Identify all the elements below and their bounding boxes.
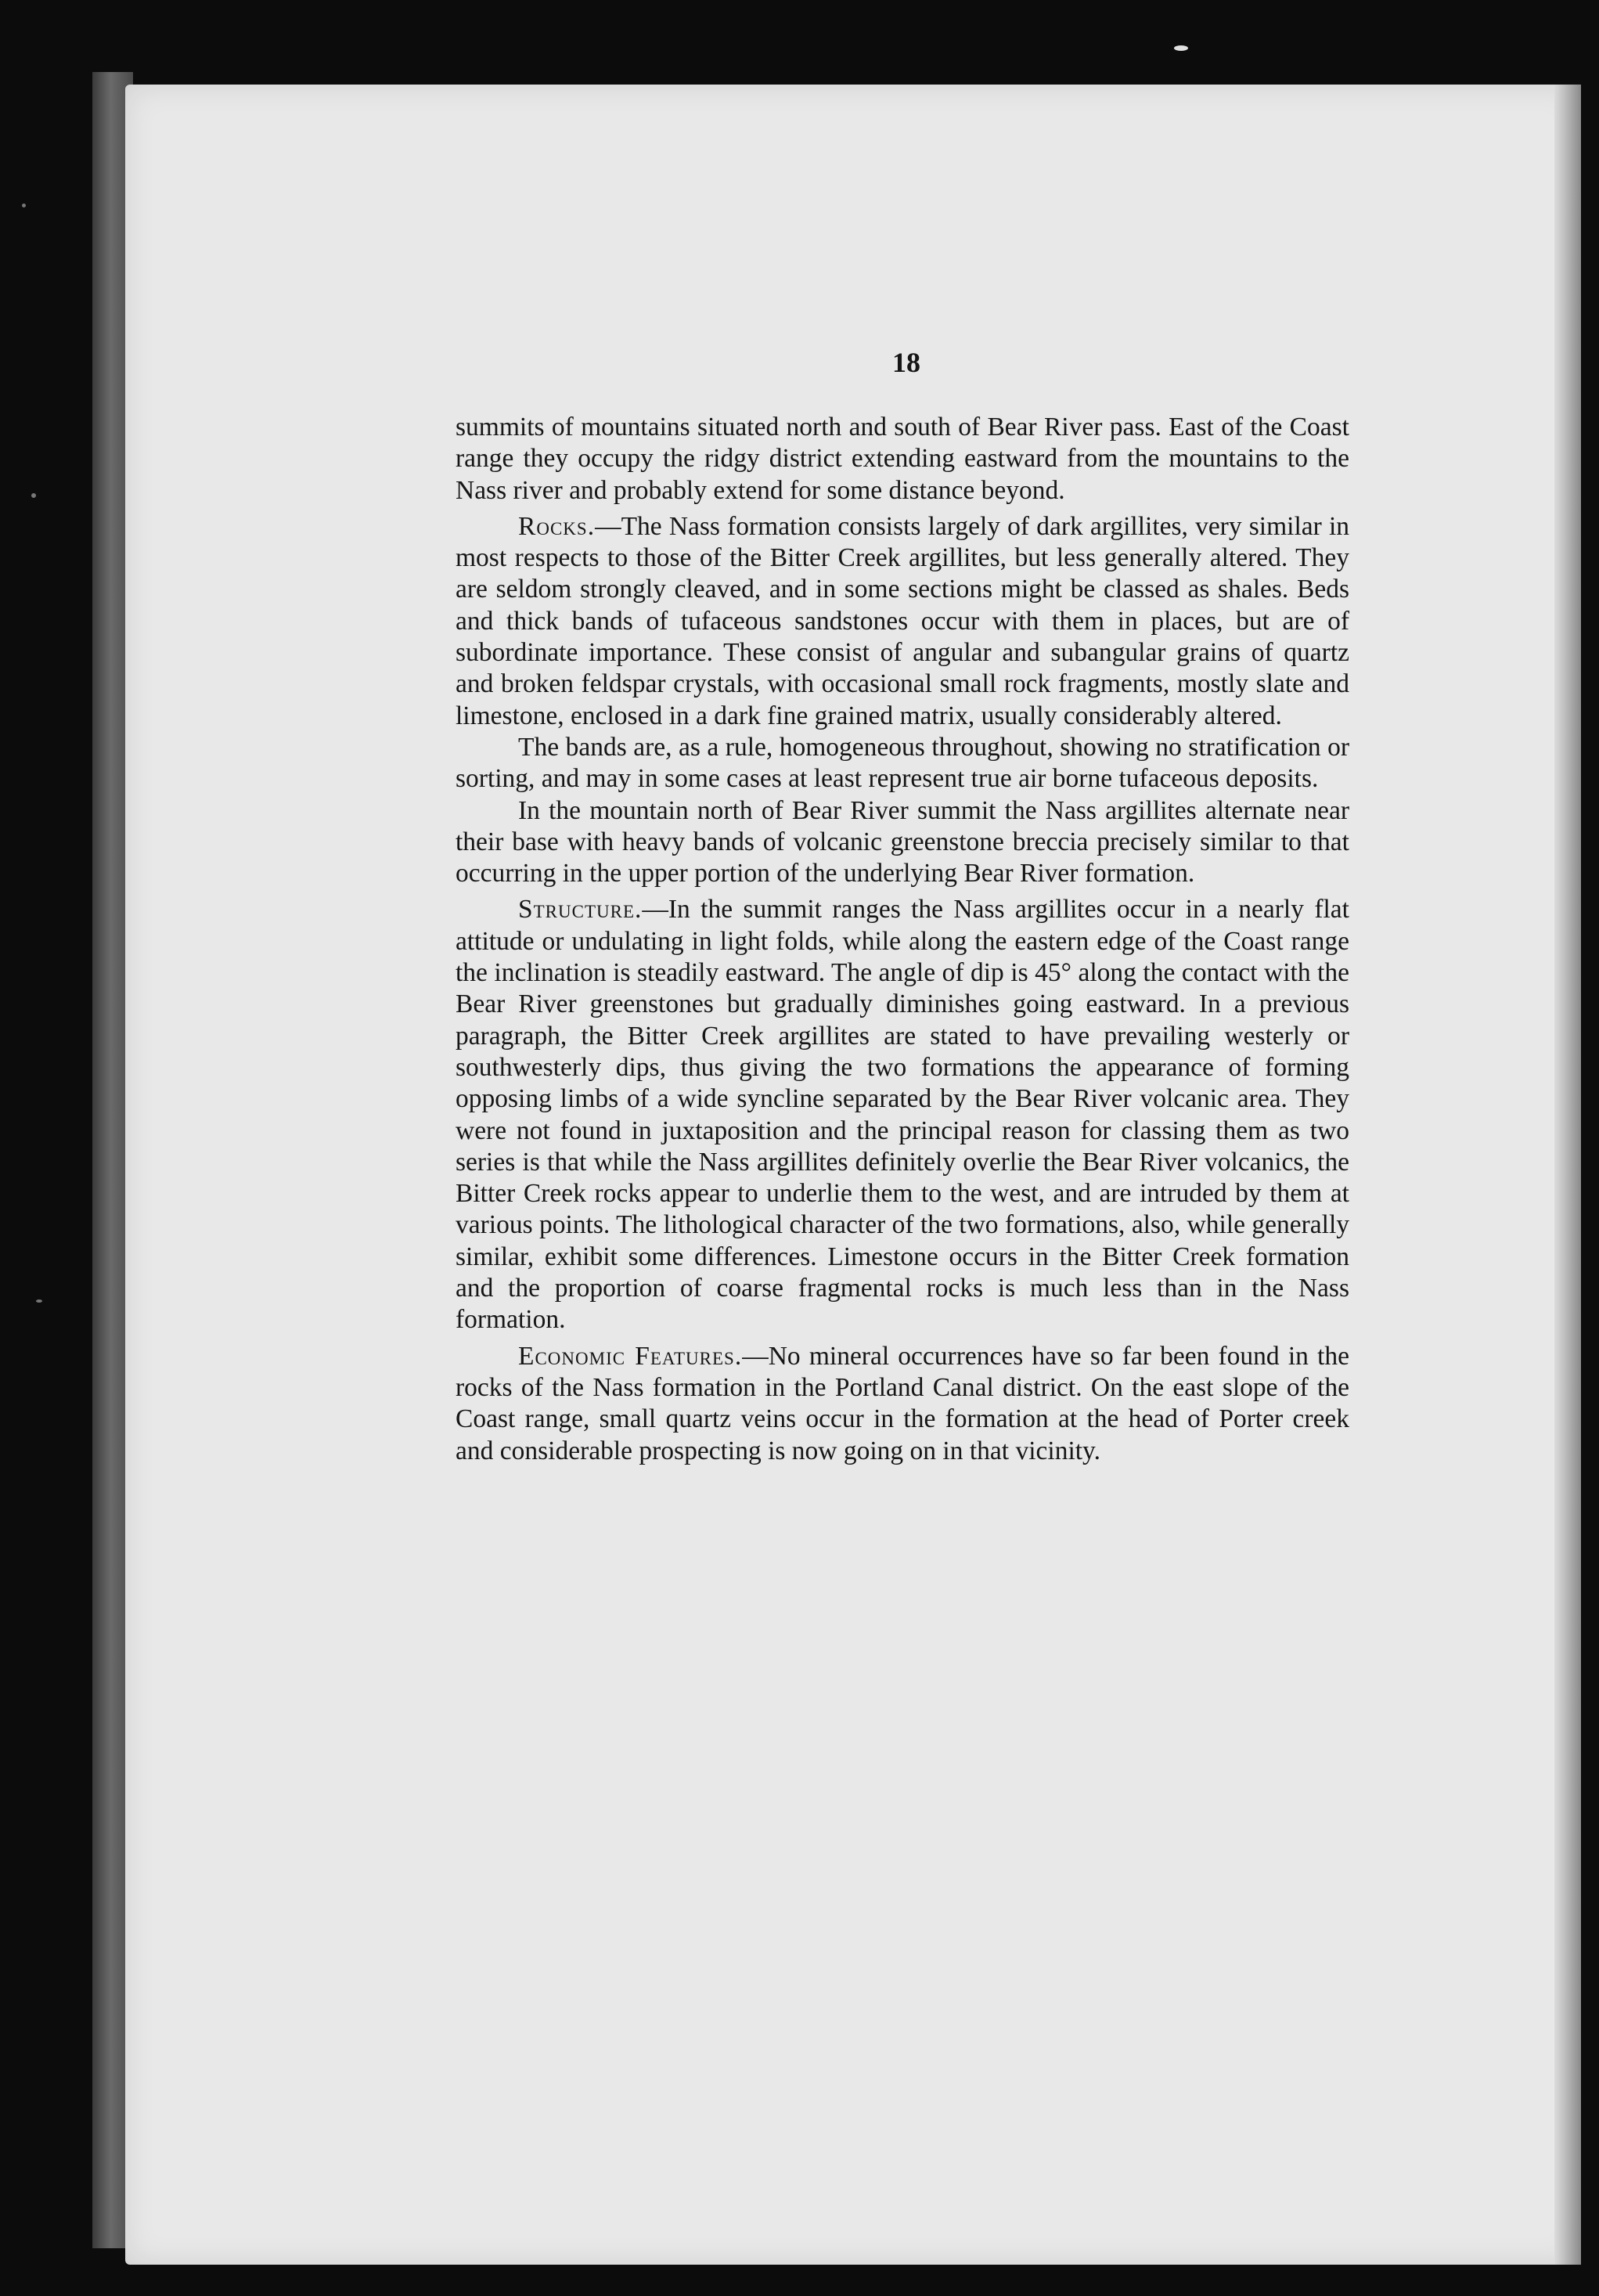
dust-speck (1174, 45, 1188, 51)
paragraph-text: —In the summit ranges the Nass argillites occur in a nearly flat attitude or undulating in light folds, while along the eastern edge of the Coast range the inclination is steadily eastward. The angle of dip is 45° along the contact with the Bear River greenstones but gradually diminishes going eastward. In a previous paragraph, the Bitter Creek argillites are stated to have prevailing westerly or southwesterly dips, thus giving the two formations the appearance of forming opposing limbs of a wide syncline separated by the Bear River volcanic area. They were not found in juxtaposition and the principal reason for classing them as two series is that while the Nass argillites definitely overlie the Bear River volcanics, the Bitter Creek rocks appear to underlie them to the west, and are intruded by them at various points. The lithological character of the two formations, also, while generally similar, exhibit some differences. Limestone occurs in the Bitter Creek formation and the proportion of coarse fragmental rocks is much less than in the Nass formation. (456, 895, 1349, 1335)
dust-speck (22, 204, 26, 207)
section-heading-economic-features: Economic Features. (518, 1341, 743, 1371)
page-number: 18 (892, 347, 920, 378)
paragraph-bands (456, 732, 1349, 795)
paragraph-continuation (456, 412, 1349, 506)
paragraph-text: —The Nass formation consists largely of dark argillites, very similar in most respects to those of the Bitter Creek argillites, but less generally altered. They are seldom strongly cleaved, and in some sections might be classed as shales. Beds and thick bands of tufaceous sandstones occur with them in places, but are of subordinate importance. These consist of angular and subangular grains of quartz and broken feldspar crystals, with occasional small rock fragments, mostly slate and limestone, enclosed in a dark fine grained matrix, usually considerably altered. (456, 511, 1349, 730)
section-heading-rocks: Rocks. (518, 511, 596, 541)
paragraph-economic-features (456, 1341, 1349, 1467)
body-text (456, 412, 1349, 1467)
section-heading-structure: Structure. (518, 895, 643, 925)
paragraph-mountain (456, 795, 1349, 890)
dust-speck (31, 493, 36, 498)
paragraph-text: The bands are, as a rule, homogeneous throughout, showing no stratification or sorting, and may in some cases at least represent true air borne tufaceous deposits. (456, 732, 1349, 794)
dust-speck (36, 1299, 42, 1303)
paragraph-text: —No mineral occurrences have so far been found in the rocks of the Nass formation in the Portland Canal district. On the east slope of the Coast range, small quartz veins occur in the formation at the head of Porter creek and considerable prospecting is now going on in that vicinity. (456, 1341, 1349, 1465)
paragraph-structure (456, 894, 1349, 1335)
paragraph-rocks (456, 511, 1349, 732)
page-stack-edge (1554, 85, 1581, 2265)
paragraph-text: In the mountain north of Bear River summit the Nass argillites alternate near their base with heavy bands of volcanic greenstone breccia precisely similar to that occurring in the upper portion of the underlying Bear River formation. (456, 795, 1349, 888)
paragraph-text: summits of mountains situated north and south of Bear River pass. East of the Coast range they occupy the ridgy district extending eastward from the mountains to the Nass river and probably extend for some distance beyond. (456, 413, 1349, 505)
